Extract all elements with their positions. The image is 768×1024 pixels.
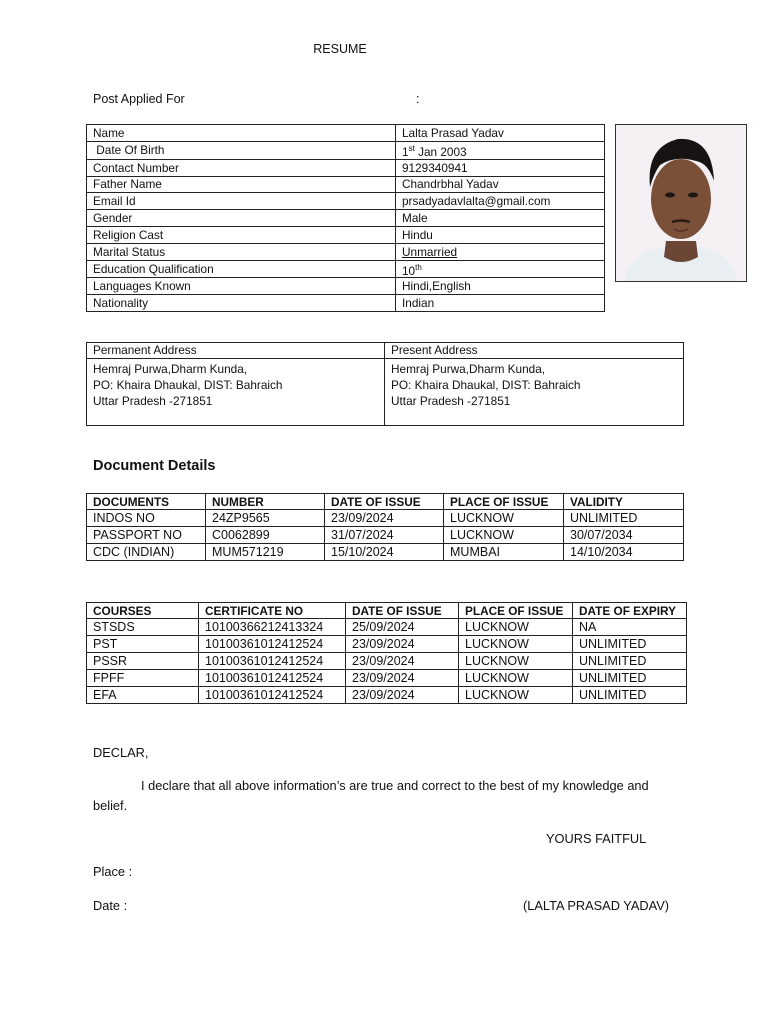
table-cell: 23/09/2024 bbox=[346, 636, 459, 653]
table-row bbox=[87, 210, 605, 227]
column-header: DATE OF ISSUE bbox=[325, 494, 444, 510]
table-cell: 25/09/2024 bbox=[346, 619, 459, 636]
field-label: Email Id bbox=[87, 193, 396, 210]
table-cell: CDC (INDIAN) bbox=[87, 544, 206, 561]
field-label: Name bbox=[87, 125, 396, 142]
declaration-text: I declare that all above information’s are true and correct to the best of my knowledge and belief. bbox=[93, 778, 649, 813]
table-cell: LUCKNOW bbox=[459, 687, 573, 704]
profile-photo bbox=[615, 124, 747, 282]
field-value: 9129340941 bbox=[396, 159, 605, 176]
field-value: Lalta Prasad Yadav bbox=[396, 125, 605, 142]
field-label: Gender bbox=[87, 210, 396, 227]
table-row bbox=[87, 687, 687, 704]
table-row bbox=[87, 670, 687, 687]
table-row bbox=[87, 125, 605, 142]
table-cell: 31/07/2024 bbox=[325, 527, 444, 544]
table-row bbox=[87, 141, 605, 159]
table-cell: 10100361012412524 bbox=[199, 653, 346, 670]
column-header: VALIDITY bbox=[564, 494, 684, 510]
table-cell: FPFF bbox=[87, 670, 199, 687]
field-value: 1st Jan 2003 bbox=[396, 141, 605, 159]
table-cell: 15/10/2024 bbox=[325, 544, 444, 561]
table-cell: 23/09/2024 bbox=[325, 510, 444, 527]
table-row bbox=[87, 636, 687, 653]
table-cell: MUMBAI bbox=[444, 544, 564, 561]
column-header: PLACE OF ISSUE bbox=[459, 603, 573, 619]
table-cell: PASSPORT NO bbox=[87, 527, 206, 544]
present-address-value bbox=[385, 359, 684, 426]
table-cell: INDOS NO bbox=[87, 510, 206, 527]
column-header: DATE OF ISSUE bbox=[346, 603, 459, 619]
address-line: PO: Khaira Dhaukal, DIST: Bahraich bbox=[391, 378, 581, 392]
field-label: Contact Number bbox=[87, 159, 396, 176]
address-line: Hemraj Purwa,Dharm Kunda, bbox=[93, 362, 248, 376]
address-line: PO: Khaira Dhaukal, DIST: Bahraich bbox=[93, 378, 283, 392]
column-header: DATE OF EXPIRY bbox=[573, 603, 687, 619]
table-cell: 14/10/2034 bbox=[564, 544, 684, 561]
table-cell: LUCKNOW bbox=[459, 670, 573, 687]
table-cell: 10100366212413324 bbox=[199, 619, 346, 636]
address-line: Hemraj Purwa,Dharm Kunda, bbox=[391, 362, 546, 376]
table-row bbox=[87, 226, 605, 243]
table-header-row bbox=[87, 494, 684, 510]
table-cell: PSSR bbox=[87, 653, 199, 670]
table-row bbox=[87, 159, 605, 176]
table-cell: 23/09/2024 bbox=[346, 653, 459, 670]
table-cell: C0062899 bbox=[206, 527, 325, 544]
field-value: Hindu bbox=[396, 226, 605, 243]
resume-title: RESUME bbox=[313, 42, 367, 56]
table-cell: 30/07/2034 bbox=[564, 527, 684, 544]
table-row bbox=[87, 260, 605, 278]
document-details-heading: Document Details bbox=[93, 458, 216, 474]
field-label: Father Name bbox=[87, 176, 396, 193]
table-cell: NA bbox=[573, 619, 687, 636]
column-header: COURSES bbox=[87, 603, 199, 619]
table-row bbox=[87, 544, 684, 561]
column-header: NUMBER bbox=[206, 494, 325, 510]
signature-name: (LALTA PRASAD YADAV) bbox=[523, 898, 670, 913]
date-label: Date : bbox=[93, 898, 128, 913]
place-label: Place : bbox=[93, 864, 133, 879]
table-row bbox=[87, 243, 605, 260]
address-table bbox=[86, 342, 684, 426]
table-cell: UNLIMITED bbox=[573, 653, 687, 670]
table-row bbox=[87, 176, 605, 193]
column-header: CERTIFICATE NO bbox=[199, 603, 346, 619]
field-label: Nationality bbox=[87, 295, 396, 312]
table-cell: LUCKNOW bbox=[459, 636, 573, 653]
personal-details-table bbox=[86, 124, 605, 312]
field-label: Marital Status bbox=[87, 243, 396, 260]
field-value: 10th bbox=[396, 260, 605, 278]
field-value: Male bbox=[396, 210, 605, 227]
table-cell: 10100361012412524 bbox=[199, 687, 346, 704]
table-cell: PST bbox=[87, 636, 199, 653]
column-header: DOCUMENTS bbox=[87, 494, 206, 510]
email-value[interactable]: prsadyadavlalta@gmail.com bbox=[396, 193, 605, 210]
table-cell: LUCKNOW bbox=[459, 653, 573, 670]
closing-text: YOURS FAITFUL bbox=[546, 831, 647, 846]
documents-table bbox=[86, 493, 684, 561]
table-cell: LUCKNOW bbox=[444, 527, 564, 544]
field-label: Education Qualification bbox=[87, 260, 396, 278]
field-label: Date Of Birth bbox=[87, 141, 396, 159]
table-row bbox=[87, 527, 684, 544]
table-row bbox=[87, 278, 605, 295]
table-row bbox=[87, 295, 605, 312]
address-line: Uttar Pradesh -271851 bbox=[93, 394, 213, 408]
courses-table bbox=[86, 602, 687, 704]
table-row bbox=[87, 193, 605, 210]
field-value: Chandrbhal Yadav bbox=[396, 176, 605, 193]
table-cell: 23/09/2024 bbox=[346, 687, 459, 704]
field-value: Hindi,English bbox=[396, 278, 605, 295]
table-cell: STSDS bbox=[87, 619, 199, 636]
table-header-row bbox=[87, 603, 687, 619]
table-cell: LUCKNOW bbox=[459, 619, 573, 636]
permanent-address-value bbox=[87, 359, 385, 426]
table-cell: UNLIMITED bbox=[573, 636, 687, 653]
column-header: PLACE OF ISSUE bbox=[444, 494, 564, 510]
present-address-label: Present Address bbox=[385, 343, 684, 359]
table-cell: UNLIMITED bbox=[573, 687, 687, 704]
table-row bbox=[87, 619, 687, 636]
table-cell: 10100361012412524 bbox=[199, 670, 346, 687]
address-line: Uttar Pradesh -271851 bbox=[391, 394, 511, 408]
post-applied-label: Post Applied For bbox=[93, 92, 185, 106]
permanent-address-label: Permanent Address bbox=[87, 343, 385, 359]
declaration-heading: DECLAR, bbox=[93, 745, 149, 760]
table-cell: UNLIMITED bbox=[573, 670, 687, 687]
field-label: Languages Known bbox=[87, 278, 396, 295]
table-row bbox=[87, 510, 684, 527]
table-cell: EFA bbox=[87, 687, 199, 704]
table-cell: MUM571219 bbox=[206, 544, 325, 561]
table-cell: LUCKNOW bbox=[444, 510, 564, 527]
table-cell: UNLIMITED bbox=[564, 510, 684, 527]
field-label: Religion Cast bbox=[87, 226, 396, 243]
table-cell: 10100361012412524 bbox=[199, 636, 346, 653]
field-value: Unmarried bbox=[396, 243, 605, 260]
field-value: Indian bbox=[396, 295, 605, 312]
table-row bbox=[87, 653, 687, 670]
table-cell: 24ZP9565 bbox=[206, 510, 325, 527]
table-cell: 23/09/2024 bbox=[346, 670, 459, 687]
person-photo-icon bbox=[616, 125, 746, 281]
post-applied-separator: : bbox=[416, 92, 420, 106]
